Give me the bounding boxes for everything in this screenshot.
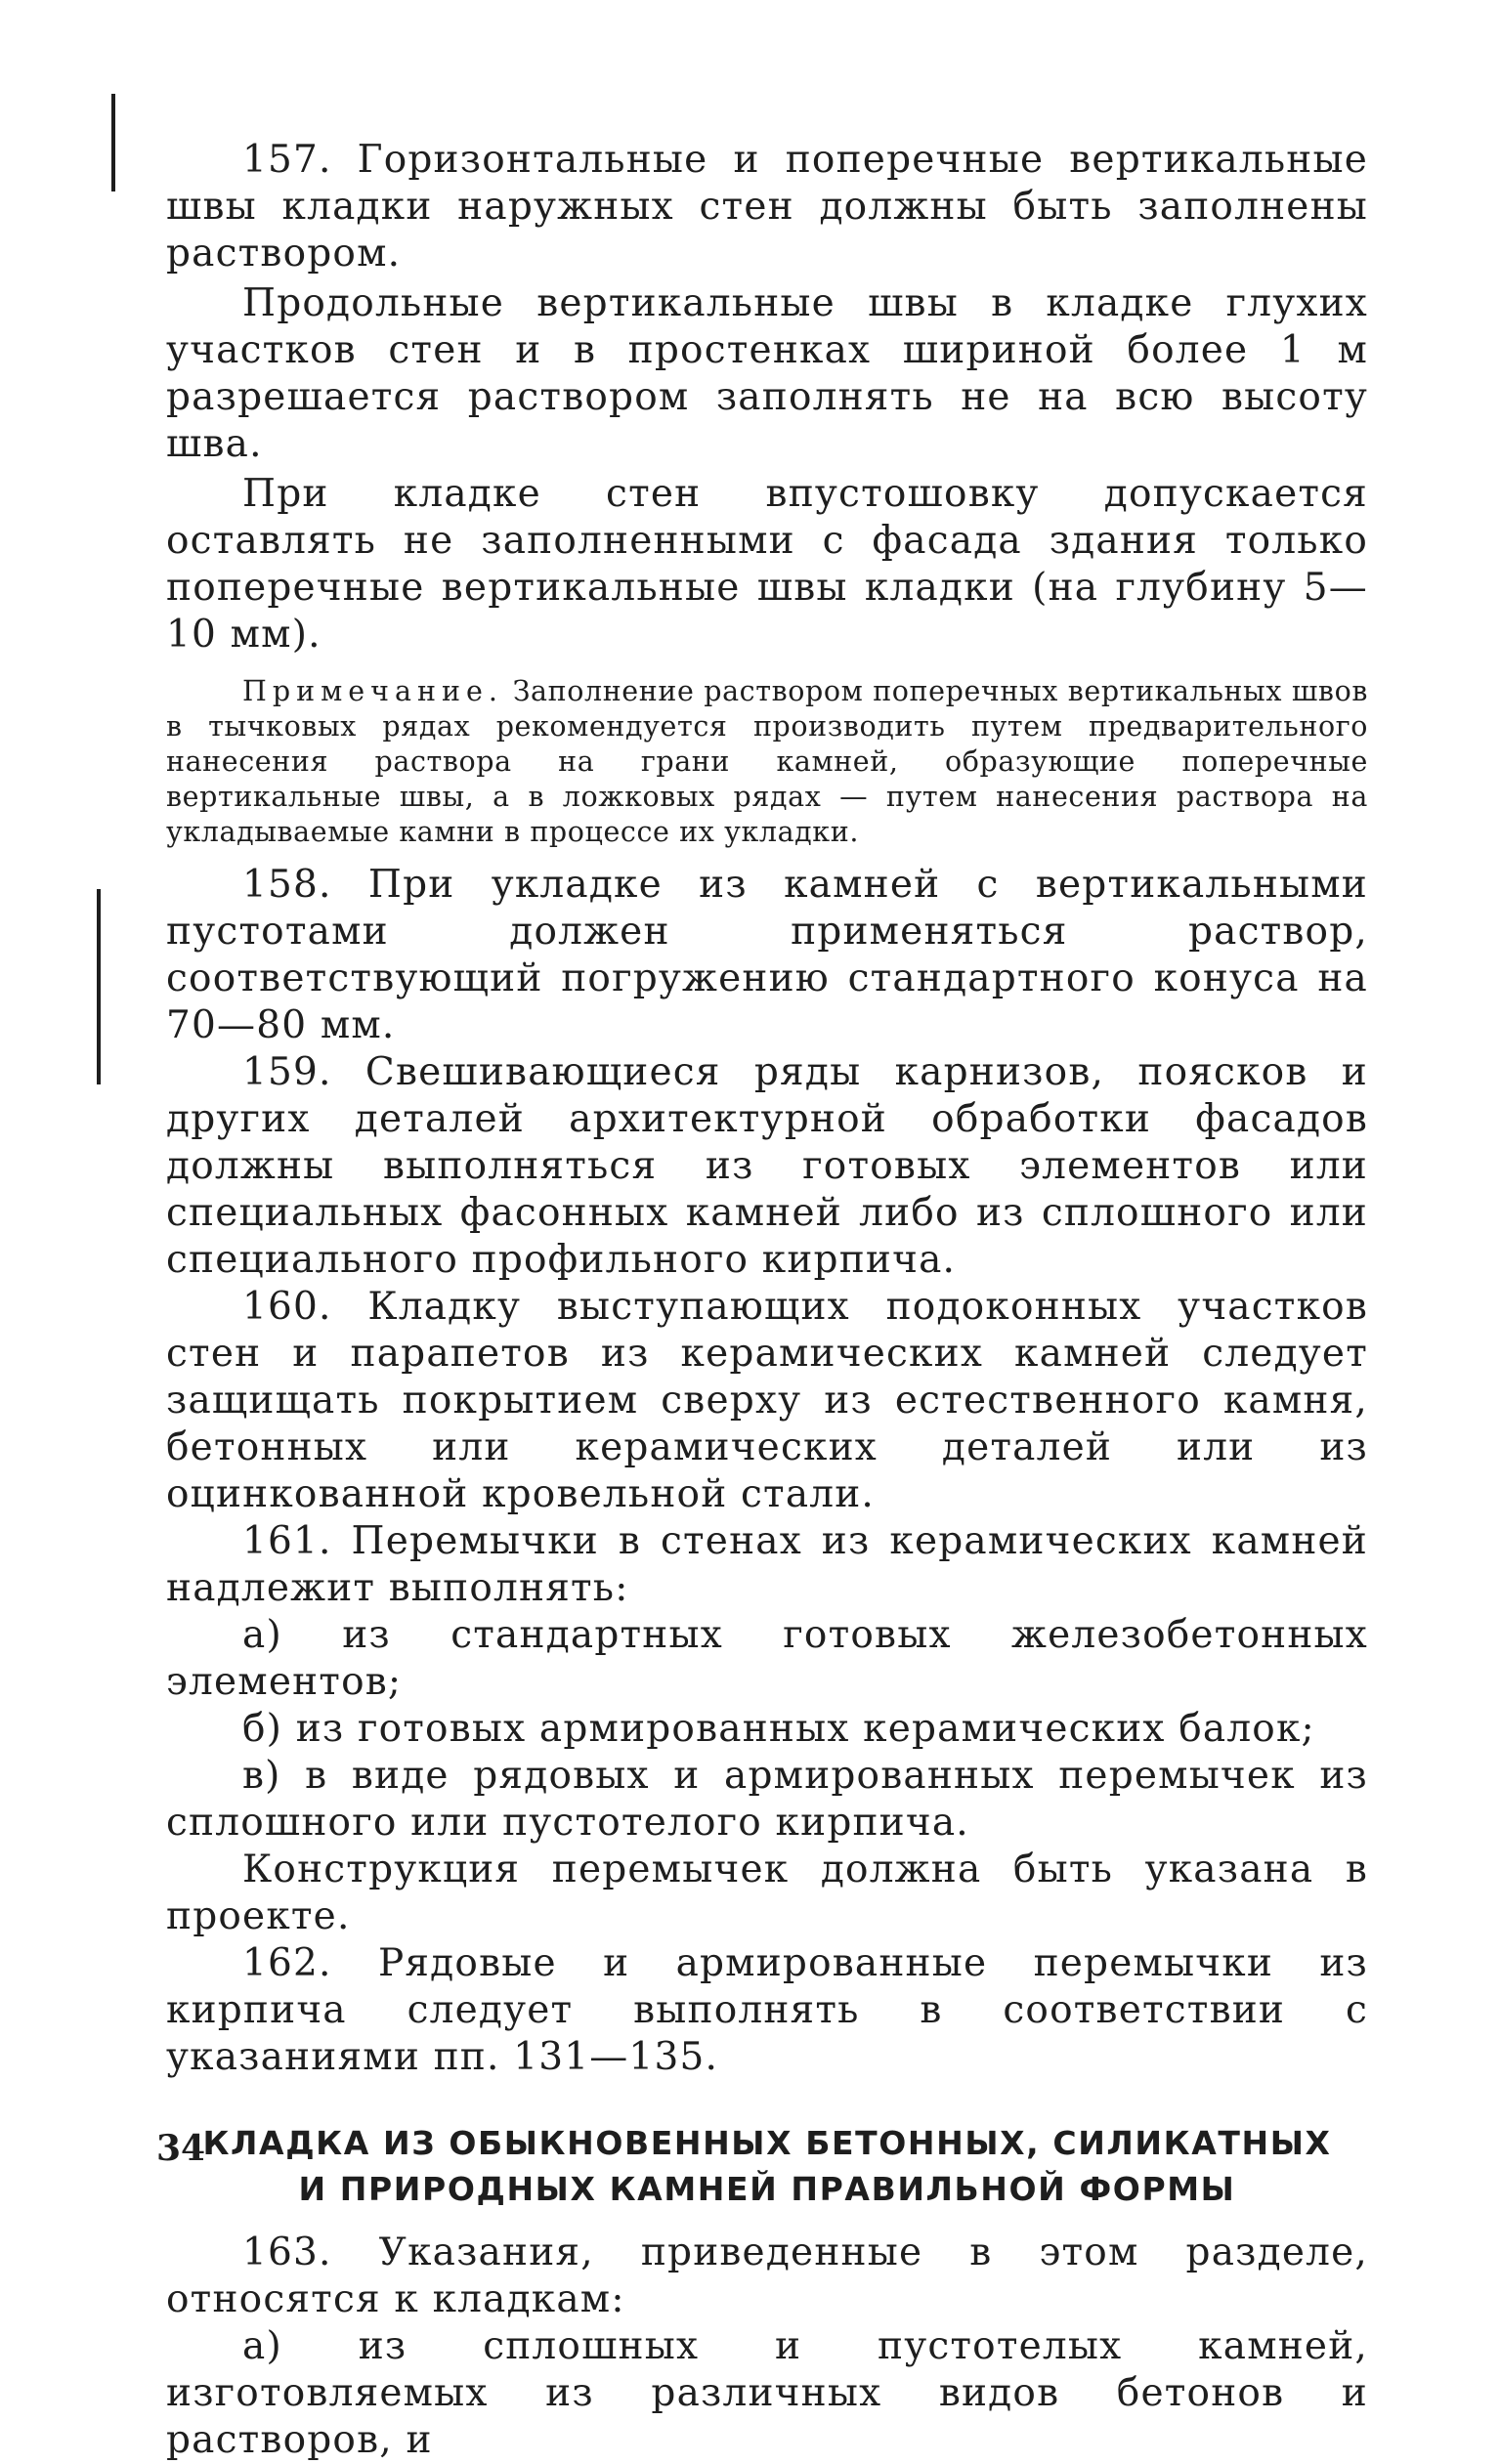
list-item-163-a: а) из сплошных и пустотелых камней, изготовляемых из различных видов бетонов и растворов, и bbox=[166, 2324, 1368, 2462]
section-heading-line-2: И ПРИРОДНЫХ КАМНЕЙ ПРАВИЛЬНОЙ ФОРМЫ bbox=[298, 2170, 1236, 2208]
revision-bar-top bbox=[111, 94, 115, 191]
paragraph-163: 163. Указания, приведенные в этом разделе, относятся к кладкам: bbox=[166, 2230, 1368, 2321]
paragraph-162: 162. Рядовые и армированные перемычки из кирпича следует выполнять в соответствии с указаниями пп. 131—135. bbox=[166, 1941, 1368, 2079]
list-item-161-c: в) в виде рядовых и армированных перемычек из сплошного или пустотелого кирпича. bbox=[166, 1754, 1368, 1845]
document-page bbox=[166, 137, 1368, 2464]
page-number: 34 bbox=[156, 2128, 206, 2169]
note-label: Примечание. bbox=[242, 675, 503, 707]
note-text: Заполнение раствором поперечных вертикальных швов в тычковых рядах рекомендуется производить путем предварительного нанесения раствора на грани камней, образующие поперечные вертикальные швы, а в ложковых рядах — путем нанесения раствора на укладываемые камни в процессе их укладки. bbox=[166, 675, 1368, 848]
note bbox=[166, 674, 1368, 850]
list-item-161-a: а) из стандартных готовых железобетонных элементов; bbox=[166, 1613, 1368, 1704]
section-heading-line-1: КЛАДКА ИЗ ОБЫКНОВЕННЫХ БЕТОННЫХ, СИЛИКАТНЫХ bbox=[202, 2124, 1332, 2162]
paragraph-161: 161. Перемычки в стенах из керамических камней надлежит выполнять: bbox=[166, 1519, 1368, 1610]
paragraph-160: 160. Кладку выступающих подоконных участков стен и парапетов из керамических камней следует защищать покрытием сверху из естественного камня, бетонных или керамических деталей или из оцинкованной кровельной стали. bbox=[166, 1285, 1368, 1516]
section-heading bbox=[166, 2120, 1368, 2212]
paragraph-157: 157. Горизонтальные и поперечные вертикальные швы кладки наружных стен должны быть заполнены раствором. bbox=[166, 138, 1368, 276]
paragraph-161-design: Конструкция перемычек должна быть указана в проекте. bbox=[166, 1848, 1368, 1938]
paragraph-157-hollow-joint-masonry: При кладке стен впустошовку допускается оставлять не заполненными с фасада здания только поперечные вертикальные швы кладки (на глубину 5—10 мм). bbox=[166, 472, 1368, 657]
revision-bar-middle bbox=[97, 889, 101, 1084]
list-item-161-b: б) из готовых армированных керамических балок; bbox=[242, 1707, 1315, 1751]
paragraph-157-longitudinal-joints: Продольные вертикальные швы в кладке глухих участков стен и в простенках шириной более 1 м разрешается раствором заполнять не на всю высоту шва. bbox=[166, 281, 1368, 466]
paragraph-159: 159. Свешивающиеся ряды карнизов, поясков и других деталей архитектурной обработки фасадов должны выполняться из готовых элементов или специальных фасонных камней либо из сплошного или специального профильного кирпича. bbox=[166, 1050, 1368, 1282]
paragraph-158: 158. При укладке из камней с вертикальными пустотами должен применяться раствор, соответствующий погружению стандартного конуса на 70—80 мм. bbox=[166, 863, 1368, 1047]
